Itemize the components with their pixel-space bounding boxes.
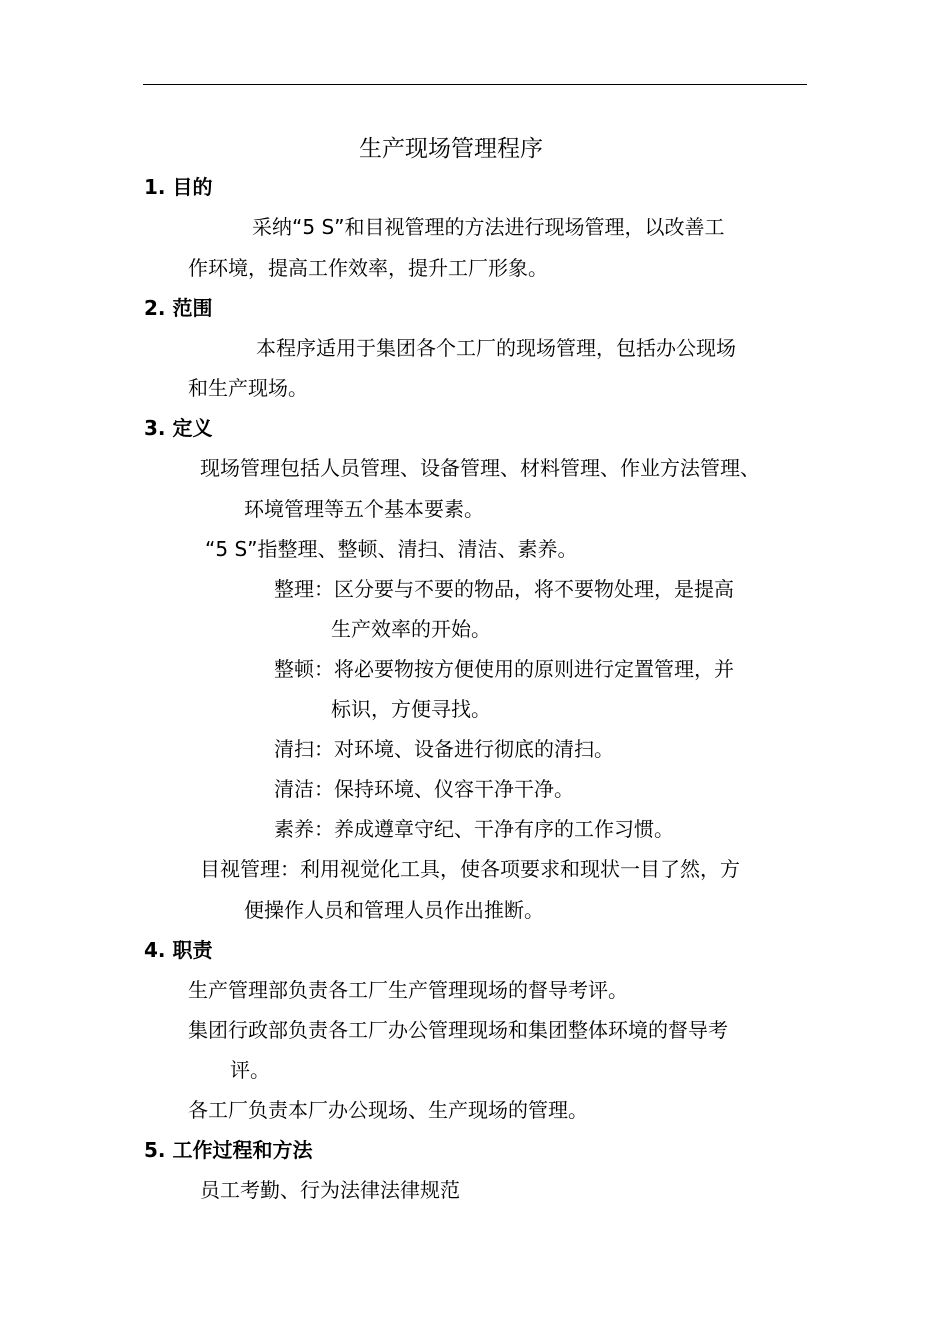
process-text-line: 员工考勤、行为法律法律规范 [200, 1178, 460, 1202]
definition-text-line: 标识，方便寻找。 [331, 697, 491, 721]
section-heading-purpose: 1. 目的 [144, 175, 213, 199]
definition-text-line: “5 S”指整理、整顿、清扫、清洁、素养。 [205, 537, 578, 561]
section-heading-definition: 3. 定义 [144, 416, 213, 440]
definition-text-line: 清扫：对环境、设备进行彻底的清扫。 [274, 737, 614, 761]
definition-text-line: 环境管理等五个基本要素。 [244, 497, 484, 521]
responsibility-text-line: 各工厂负责本厂办公现场、生产现场的管理。 [188, 1098, 588, 1122]
definition-text-line: 清洁：保持环境、仪容干净干净。 [274, 777, 574, 801]
definition-text-line: 目视管理：利用视觉化工具，使各项要求和现状一目了然，方 [200, 857, 740, 881]
definition-text-line: 便操作人员和管理人员作出推断。 [244, 898, 544, 922]
scope-text-line: 本程序适用于集团各个工厂的现场管理，包括办公现场 [256, 336, 736, 360]
page-title: 生产现场管理程序 [359, 136, 543, 162]
purpose-text-line: 采纳“5 S”和目视管理的方法进行现场管理，以改善工 [252, 215, 725, 239]
section-heading-process: 5. 工作过程和方法 [144, 1138, 313, 1162]
responsibility-text-line: 生产管理部负责各工厂生产管理现场的督导考评。 [188, 978, 628, 1002]
responsibility-text-line: 集团行政部负责各工厂办公管理现场和集团整体环境的督导考 [188, 1018, 728, 1042]
definition-text-line: 生产效率的开始。 [331, 617, 491, 641]
section-heading-scope: 2. 范围 [144, 296, 213, 320]
definition-text-line: 整理：区分要与不要的物品，将不要物处理，是提高 [274, 577, 734, 601]
responsibility-text-line: 评。 [230, 1058, 270, 1082]
section-heading-responsibility: 4. 职责 [144, 938, 213, 962]
header-rule [143, 84, 807, 85]
definition-text-line: 现场管理包括人员管理、设备管理、材料管理、作业方法管理、 [200, 456, 760, 480]
definition-text-line: 整顿：将必要物按方便使用的原则进行定置管理，并 [274, 657, 734, 681]
definition-text-line: 素养：养成遵章守纪、干净有序的工作习惯。 [274, 817, 674, 841]
scope-text-line: 和生产现场。 [188, 376, 308, 400]
purpose-text-line: 作环境，提高工作效率，提升工厂形象。 [188, 256, 548, 280]
